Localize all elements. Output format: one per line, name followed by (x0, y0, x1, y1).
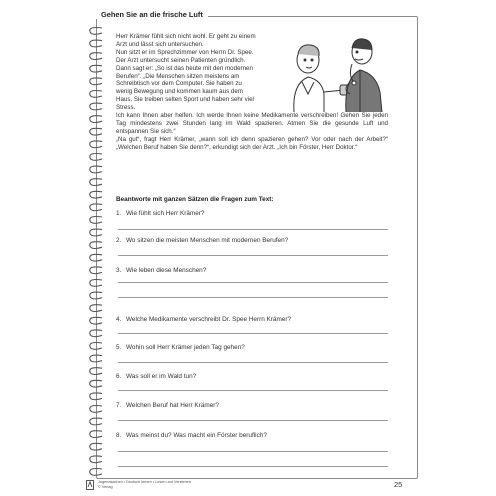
story-para-1 (116, 33, 276, 112)
spiral-ring (90, 418, 102, 425)
story-line: Schreibtisch vor dem Computer. Sie haben zu (116, 80, 242, 88)
answer-line[interactable] (118, 451, 388, 452)
story-line: Nun sitzt er im Sprechzimmer von Herrn Dr. Spee. (116, 48, 254, 56)
spiral-ring (90, 443, 102, 450)
question-8 (116, 432, 267, 439)
footer-line: Jugendsachen • Deutsch lernen • Lesen und Verstehen (98, 480, 192, 484)
spiral-ring (90, 128, 102, 135)
question-number: 1. (116, 210, 122, 217)
page-number: 25 (394, 480, 403, 489)
story-line: Berufen“. „Die Menschen sitzen meistens am (116, 72, 240, 80)
spiral-ring (90, 343, 102, 350)
spiral-ring (90, 53, 102, 60)
question-text: Was meinst du? Was macht ein Förster beruflich? (126, 432, 267, 439)
question-6 (116, 373, 196, 380)
spiral-ring (90, 469, 102, 476)
spiral-ring (90, 179, 102, 186)
question-text: Wohin soll Herr Krämer jeden Tag gehen? (126, 344, 245, 351)
spiral-ring (90, 242, 102, 249)
spiral-ring (90, 431, 102, 438)
spiral-ring (90, 103, 102, 110)
story-line: Herr Krämer fühlt sich nicht wohl. Er geht zu einem (116, 33, 256, 40)
spiral-ring (90, 355, 102, 362)
question-text: Was soll er im Wald tun? (126, 373, 197, 380)
spiral-binding (84, 16, 106, 477)
question-3 (116, 267, 206, 274)
footer-line: © Verlag (98, 485, 113, 489)
question-4 (116, 316, 291, 323)
question-number: 2. (116, 237, 122, 244)
spiral-ring (90, 317, 102, 324)
answer-line[interactable] (118, 255, 388, 256)
spiral-ring (90, 254, 102, 261)
question-1 (116, 210, 204, 217)
task-instruction: Beantworte mit ganzen Sätzen die Fragen zum Text: (116, 196, 274, 203)
spiral-ring (90, 191, 102, 198)
spiral-ring (90, 65, 102, 72)
question-text: Wie leben diese Menschen? (126, 267, 207, 274)
question-text: Wo sitzen die meisten Menschen mit modernen Berufen? (126, 237, 289, 244)
spiral-ring (90, 393, 102, 400)
doctor-patient-illustration (280, 32, 390, 114)
question-number: 4. (116, 316, 122, 323)
story-line: Der Arzt untersucht seinen Patienten gründlich. (116, 56, 246, 64)
spiral-ring (90, 305, 102, 312)
answer-line[interactable] (118, 362, 388, 363)
spiral-ring (90, 28, 102, 35)
question-number: 6. (116, 373, 122, 380)
spiral-ring (90, 204, 102, 211)
story-line: Dann sagt er: „So ist das heute mit den modernen (116, 64, 253, 72)
spiral-ring (90, 406, 102, 413)
answer-line[interactable] (118, 390, 388, 391)
question-number: 7. (116, 402, 122, 409)
question-number: 5. (116, 344, 122, 351)
answer-line[interactable] (118, 466, 388, 467)
answer-line[interactable] (118, 333, 388, 334)
spiral-ring (90, 456, 102, 463)
spiral-ring (90, 292, 102, 299)
question-2 (116, 237, 288, 244)
question-text: Welche Medikamente verschreibt Dr. Spee Herrn Krämer? (126, 316, 292, 323)
answer-line[interactable] (118, 229, 388, 230)
spiral-ring (90, 217, 102, 224)
publisher-logo-icon (86, 480, 94, 490)
question-text: Wie fühlt sich Herr Krämer? (126, 210, 205, 217)
story-para-3: „Na gut“, fragt Herr Krämer, „wann soll ich denn spazieren gehen? Vor oder nach der Arbeit?“ „Welchen Beruf haben Sie denn?“, erkundigt sich der Arzt. „Ich bin Förster, Herr Doktor.“ (116, 135, 388, 151)
footer-credits (98, 480, 191, 490)
spiral-ring (90, 141, 102, 148)
spiral-ring (90, 154, 102, 161)
question-7 (116, 402, 219, 409)
spiral-ring (90, 330, 102, 337)
story-line: Stress. (116, 104, 136, 112)
spiral-ring (90, 116, 102, 123)
spiral-ring (90, 229, 102, 236)
question-5 (116, 344, 245, 351)
spiral-ring (90, 91, 102, 98)
story-para-2: Ich kann Ihnen aber helfen. Ich werde Ihnen keine Medikamente verschreiben! Gehen Sie jeden Tag mindestens zwei Stunden lang im Wald spazieren. Atmen Sie die gesunde Luft und entspannen Sie sich.“ (116, 112, 388, 135)
question-number: 3. (116, 267, 122, 274)
spiral-ring (90, 40, 102, 47)
spiral-ring (90, 380, 102, 387)
spiral-ring (90, 166, 102, 173)
story-line: wenig Bewegung und kommen kaum aus dem (116, 88, 243, 96)
spiral-ring (90, 280, 102, 287)
answer-line[interactable] (118, 297, 388, 298)
question-text: Welchen Beruf hat Herr Krämer? (126, 402, 219, 409)
spiral-ring (90, 267, 102, 274)
question-number: 8. (116, 432, 122, 439)
spiral-ring (90, 368, 102, 375)
spiral-ring (90, 78, 102, 85)
story-line: Arzt und lässt sich untersuchen. (116, 40, 204, 48)
story-line: Haus. Sie treiben selten Sport und haben sehr viel (116, 96, 254, 104)
worksheet-title: Gehen Sie an die frische Luft (96, 10, 208, 19)
answer-line[interactable] (118, 420, 388, 421)
answer-line[interactable] (118, 282, 388, 283)
